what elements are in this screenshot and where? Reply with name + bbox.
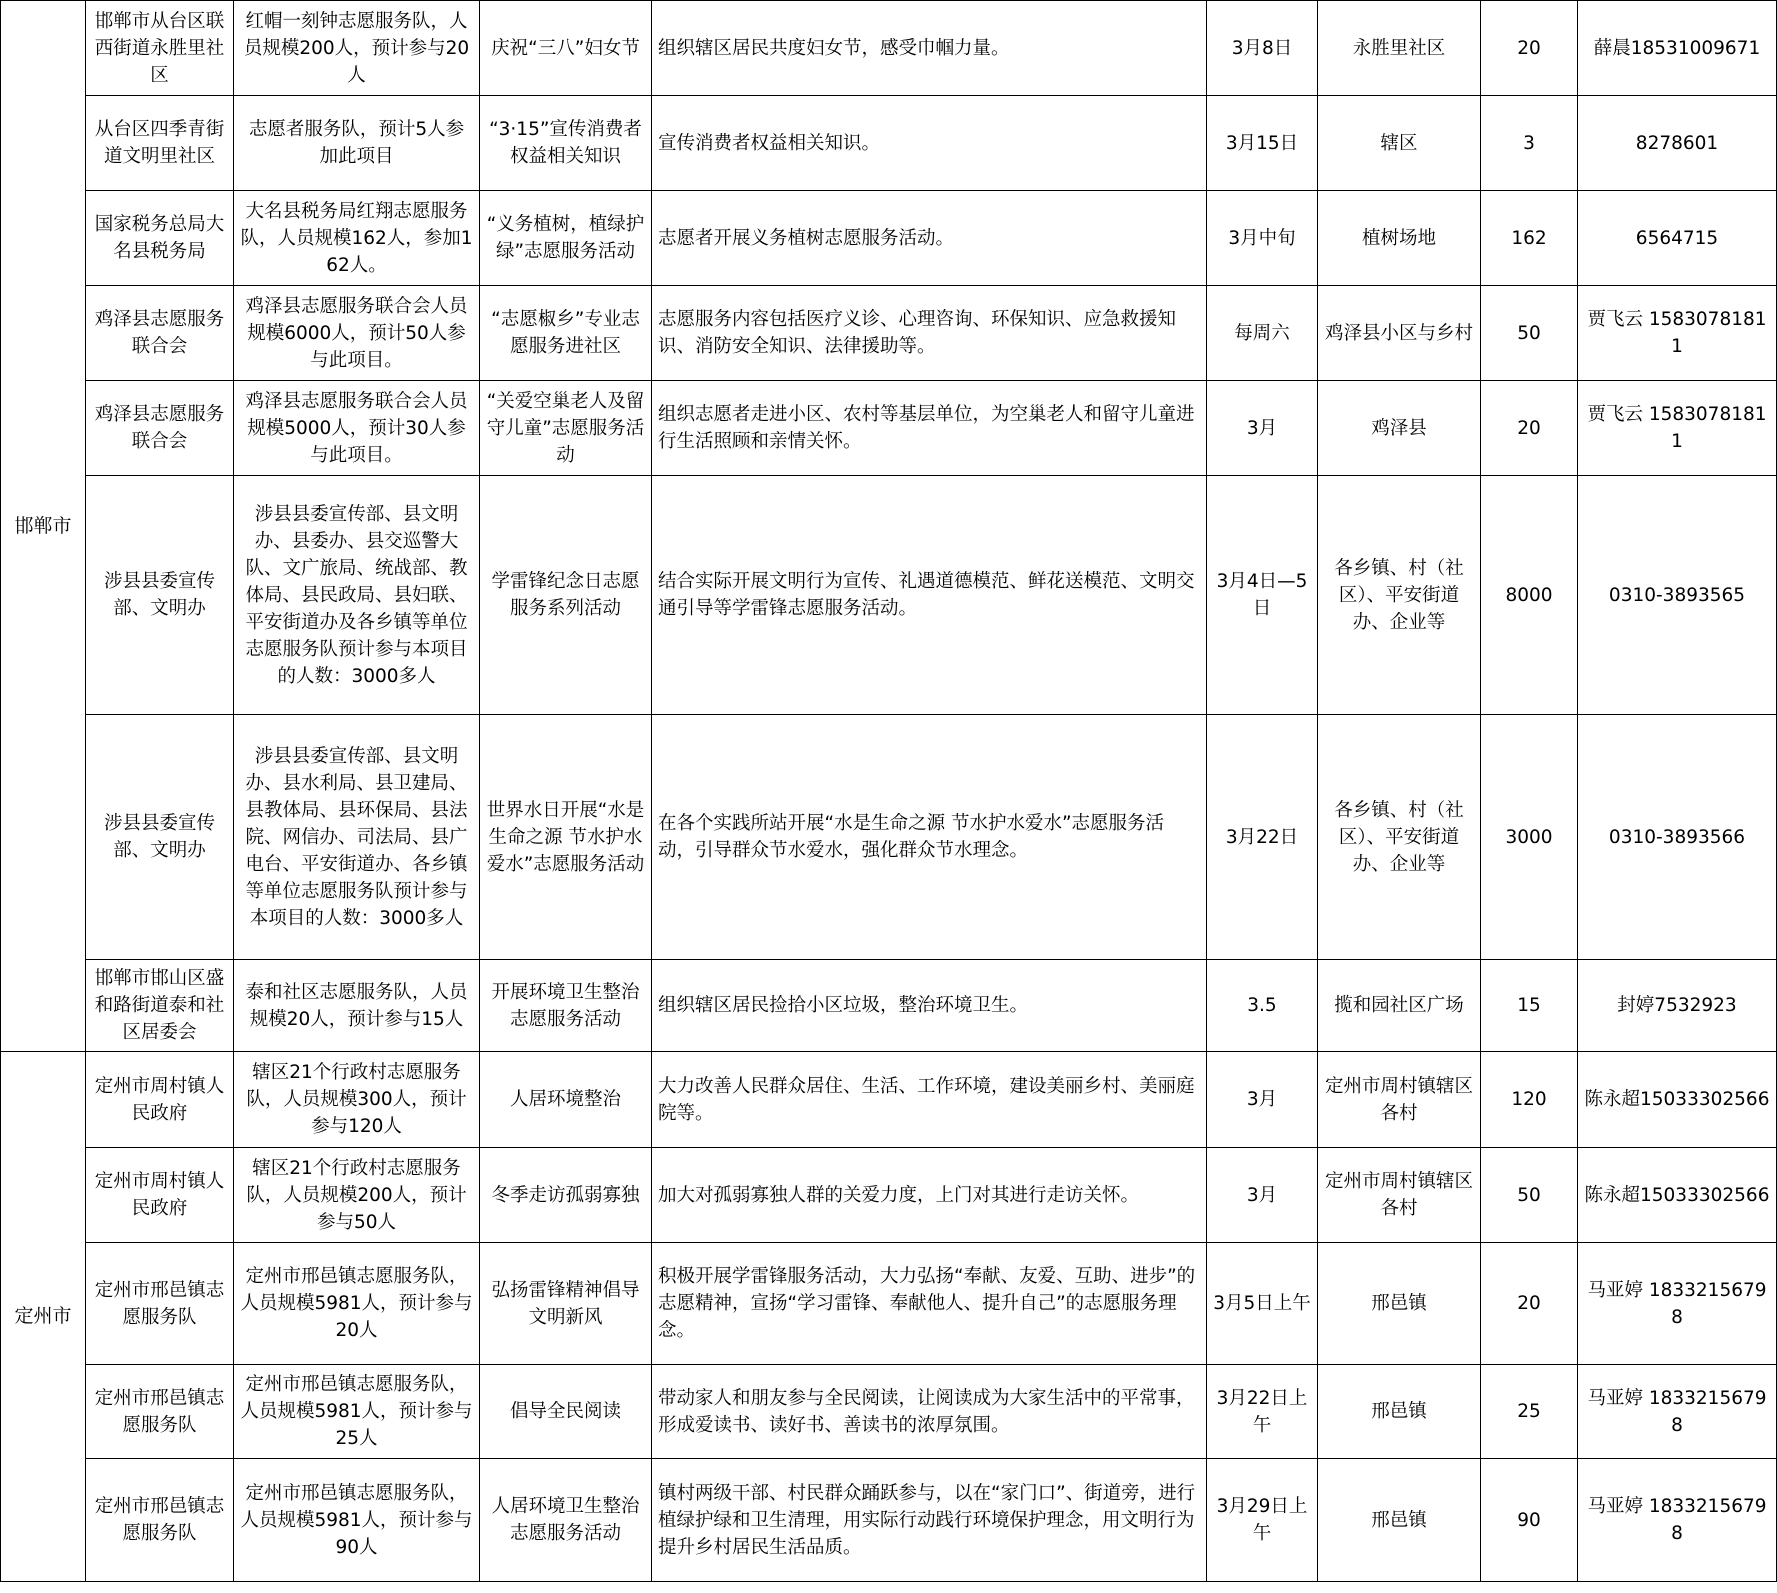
- team-cell: 定州市邢邑镇志愿服务队，人员规模5981人，预计参与25人: [234, 1365, 480, 1459]
- org-cell: 鸡泽县志愿服务联合会: [86, 286, 234, 381]
- place-cell: 邢邑镇: [1318, 1243, 1481, 1365]
- project-cell: 人居环境整治: [480, 1052, 652, 1148]
- contact-cell: 马亚婷 18332156798: [1578, 1365, 1777, 1459]
- table-row: [1, 1365, 1777, 1459]
- content-cell: 组织辖区居民共度妇女节，感受巾帼力量。: [652, 1, 1207, 96]
- org-cell: 国家税务总局大名县税务局: [86, 191, 234, 286]
- team-cell: 定州市邢邑镇志愿服务队，人员规模5981人，预计参与20人: [234, 1243, 480, 1365]
- project-cell: 人居环境卫生整治志愿服务活动: [480, 1459, 652, 1582]
- team-cell: 泰和社区志愿服务队，人员规模20人，预计参与15人: [234, 960, 480, 1052]
- time-cell: 3月15日: [1207, 96, 1318, 191]
- count-cell: 3: [1481, 96, 1578, 191]
- project-cell: “关爱空巢老人及留守儿童”志愿服务活动: [480, 381, 652, 476]
- project-cell: 庆祝“三八”妇女节: [480, 1, 652, 96]
- org-cell: 鸡泽县志愿服务联合会: [86, 381, 234, 476]
- org-cell: 定州市邢邑镇志愿服务队: [86, 1365, 234, 1459]
- count-cell: 162: [1481, 191, 1578, 286]
- table-row: [1, 476, 1777, 715]
- table-row: [1, 286, 1777, 381]
- team-cell: 鸡泽县志愿服务联合会人员规模5000人，预计30人参与此项目。: [234, 381, 480, 476]
- region-cell: 定州市: [1, 1052, 86, 1582]
- count-cell: 8000: [1481, 476, 1578, 715]
- org-cell: 定州市邢邑镇志愿服务队: [86, 1243, 234, 1365]
- place-cell: 各乡镇、村（社区）、平安街道办、企业等: [1318, 715, 1481, 960]
- table-row: [1, 191, 1777, 286]
- contact-cell: 6564715: [1578, 191, 1777, 286]
- contact-cell: 封婷7532923: [1578, 960, 1777, 1052]
- content-cell: 宣传消费者权益相关知识。: [652, 96, 1207, 191]
- table-row: [1, 715, 1777, 960]
- content-cell: 加大对孤弱寡独人群的关爱力度，上门对其进行走访关怀。: [652, 1148, 1207, 1243]
- count-cell: 50: [1481, 286, 1578, 381]
- time-cell: 3月8日: [1207, 1, 1318, 96]
- place-cell: 定州市周村镇辖区各村: [1318, 1052, 1481, 1148]
- content-cell: 积极开展学雷锋服务活动，大力弘扬“奉献、友爱、互助、进步”的志愿精神，宣扬“学习雷锋、奉献他人、提升自己”的志愿服务理念。: [652, 1243, 1207, 1365]
- content-cell: 组织辖区居民捡拾小区垃圾，整治环境卫生。: [652, 960, 1207, 1052]
- project-cell: 倡导全民阅读: [480, 1365, 652, 1459]
- project-cell: “3·15”宣传消费者权益相关知识: [480, 96, 652, 191]
- time-cell: 3月: [1207, 1052, 1318, 1148]
- count-cell: 3000: [1481, 715, 1578, 960]
- place-cell: 揽和园社区广场: [1318, 960, 1481, 1052]
- contact-cell: 贾飞云 15830781811: [1578, 381, 1777, 476]
- count-cell: 15: [1481, 960, 1578, 1052]
- time-cell: 3月29日上午: [1207, 1459, 1318, 1582]
- table-body: [1, 1, 1777, 1582]
- table-row: [1, 1, 1777, 96]
- org-cell: 邯郸市邯山区盛和路街道泰和社区居委会: [86, 960, 234, 1052]
- table-row: [1, 960, 1777, 1052]
- table-row: [1, 381, 1777, 476]
- place-cell: 鸡泽县小区与乡村: [1318, 286, 1481, 381]
- team-cell: 定州市邢邑镇志愿服务队，人员规模5981人，预计参与90人: [234, 1459, 480, 1582]
- project-cell: “志愿椒乡”专业志愿服务进社区: [480, 286, 652, 381]
- time-cell: 3月22日: [1207, 715, 1318, 960]
- contact-cell: 8278601: [1578, 96, 1777, 191]
- table-row: [1, 1459, 1777, 1582]
- content-cell: 大力改善人民群众居住、生活、工作环境，建设美丽乡村、美丽庭院等。: [652, 1052, 1207, 1148]
- content-cell: 在各个实践所站开展“水是生命之源 节水护水爱水”志愿服务活动，引导群众节水爱水，强化群众节水理念。: [652, 715, 1207, 960]
- contact-cell: 0310-3893565: [1578, 476, 1777, 715]
- org-cell: 涉县县委宣传部、文明办: [86, 476, 234, 715]
- project-cell: 学雷锋纪念日志愿服务系列活动: [480, 476, 652, 715]
- time-cell: 3月: [1207, 1148, 1318, 1243]
- project-cell: 冬季走访孤弱寡独: [480, 1148, 652, 1243]
- content-cell: 结合实际开展文明行为宣传、礼遇道德模范、鲜花送模范、文明交通引导等学雷锋志愿服务活动。: [652, 476, 1207, 715]
- count-cell: 90: [1481, 1459, 1578, 1582]
- content-cell: 组织志愿者走进小区、农村等基层单位，为空巢老人和留守儿童进行生活照顾和亲情关怀。: [652, 381, 1207, 476]
- contact-cell: 薛晨18531009671: [1578, 1, 1777, 96]
- region-cell: 邯郸市: [1, 1, 86, 1052]
- contact-cell: 马亚婷 18332156798: [1578, 1459, 1777, 1582]
- count-cell: 120: [1481, 1052, 1578, 1148]
- contact-cell: 0310-3893566: [1578, 715, 1777, 960]
- place-cell: 定州市周村镇辖区各村: [1318, 1148, 1481, 1243]
- count-cell: 20: [1481, 1243, 1578, 1365]
- time-cell: 3月22日上午: [1207, 1365, 1318, 1459]
- count-cell: 50: [1481, 1148, 1578, 1243]
- time-cell: 3月: [1207, 381, 1318, 476]
- place-cell: 辖区: [1318, 96, 1481, 191]
- team-cell: 志愿者服务队，预计5人参加此项目: [234, 96, 480, 191]
- time-cell: 3月5日上午: [1207, 1243, 1318, 1365]
- table-row: [1, 1052, 1777, 1148]
- contact-cell: 陈永超15033302566: [1578, 1052, 1777, 1148]
- place-cell: 植树场地: [1318, 191, 1481, 286]
- org-cell: 涉县县委宣传部、文明办: [86, 715, 234, 960]
- team-cell: 辖区21个行政村志愿服务队，人员规模300人，预计参与120人: [234, 1052, 480, 1148]
- place-cell: 邢邑镇: [1318, 1365, 1481, 1459]
- content-cell: 志愿者开展义务植树志愿服务活动。: [652, 191, 1207, 286]
- count-cell: 20: [1481, 381, 1578, 476]
- team-cell: 辖区21个行政村志愿服务队，人员规模200人，预计参与50人: [234, 1148, 480, 1243]
- content-cell: 志愿服务内容包括医疗义诊、心理咨询、环保知识、应急救援知识、消防安全知识、法律援助等。: [652, 286, 1207, 381]
- table-row: [1, 1148, 1777, 1243]
- time-cell: 3月4日—5日: [1207, 476, 1318, 715]
- place-cell: 邢邑镇: [1318, 1459, 1481, 1582]
- org-cell: 定州市邢邑镇志愿服务队: [86, 1459, 234, 1582]
- org-cell: 定州市周村镇人民政府: [86, 1148, 234, 1243]
- team-cell: 大名县税务局红翔志愿服务队，人员规模162人，参加162人。: [234, 191, 480, 286]
- content-cell: 带动家人和朋友参与全民阅读，让阅读成为大家生活中的平常事，形成爱读书、读好书、善读书的浓厚氛围。: [652, 1365, 1207, 1459]
- time-cell: 3月中旬: [1207, 191, 1318, 286]
- project-cell: 开展环境卫生整治志愿服务活动: [480, 960, 652, 1052]
- contact-cell: 贾飞云 15830781811: [1578, 286, 1777, 381]
- place-cell: 鸡泽县: [1318, 381, 1481, 476]
- project-cell: “义务植树，植绿护绿”志愿服务活动: [480, 191, 652, 286]
- time-cell: 3.5: [1207, 960, 1318, 1052]
- team-cell: 红帽一刻钟志愿服务队，人员规模200人，预计参与20人: [234, 1, 480, 96]
- place-cell: 各乡镇、村（社区）、平安街道办、企业等: [1318, 476, 1481, 715]
- team-cell: 涉县县委宣传部、县文明办、县水利局、县卫建局、县教体局、县环保局、县法院、网信办、司法局、县广电台、平安街道办、各乡镇等单位志愿服务队预计参与本项目的人数：3000多人: [234, 715, 480, 960]
- team-cell: 鸡泽县志愿服务联合会人员规模6000人，预计50人参与此项目。: [234, 286, 480, 381]
- contact-cell: 陈永超15033302566: [1578, 1148, 1777, 1243]
- table-row: [1, 96, 1777, 191]
- contact-cell: 马亚婷 18332156798: [1578, 1243, 1777, 1365]
- project-cell: 弘扬雷锋精神倡导文明新风: [480, 1243, 652, 1365]
- time-cell: 每周六: [1207, 286, 1318, 381]
- project-cell: 世界水日开展“水是生命之源 节水护水爱水”志愿服务活动: [480, 715, 652, 960]
- team-cell: 涉县县委宣传部、县文明办、县委办、县交巡警大队、文广旅局、统战部、教体局、县民政局、县妇联、平安街道办及各乡镇等单位志愿服务队预计参与本项目的人数：3000多人: [234, 476, 480, 715]
- table-row: [1, 1243, 1777, 1365]
- content-cell: 镇村两级干部、村民群众踊跃参与，以在“家门口”、街道旁，进行植绿护绿和卫生清理，用实际行动践行环境保护理念，用文明行为提升乡村居民生活品质。: [652, 1459, 1207, 1582]
- count-cell: 20: [1481, 1, 1578, 96]
- count-cell: 25: [1481, 1365, 1578, 1459]
- org-cell: 从台区四季青街道文明里社区: [86, 96, 234, 191]
- place-cell: 永胜里社区: [1318, 1, 1481, 96]
- org-cell: 定州市周村镇人民政府: [86, 1052, 234, 1148]
- org-cell: 邯郸市从台区联西街道永胜里社区: [86, 1, 234, 96]
